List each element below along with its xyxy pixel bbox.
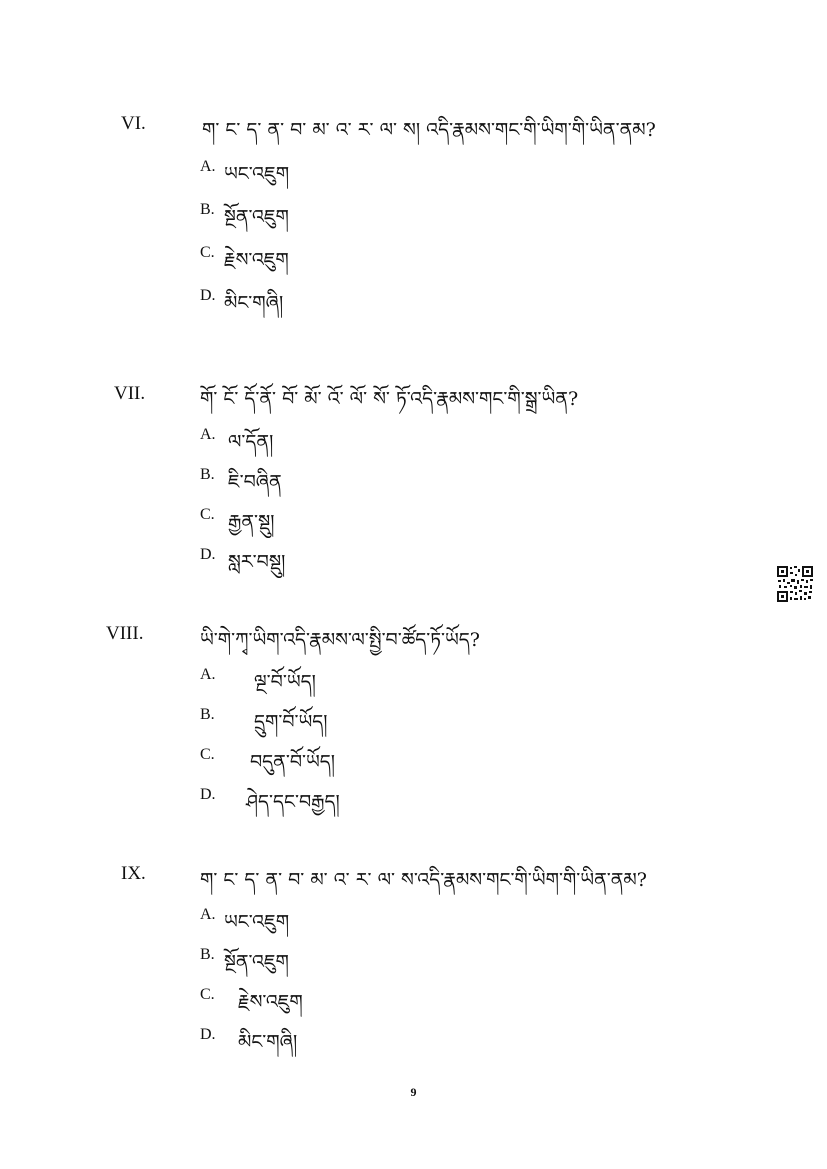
question-text: ག་ ང་ ད་ ན་ བ་ མ་ འ་ ར་ ལ་ ས། འདི་རྣམས་གང་གི་ཡིག་གི་ཡིན་ནམ?: [202, 119, 656, 141]
option-label: D.: [200, 1026, 216, 1043]
question-text: གོ་ ངོ་ དོ་ནོ་ བོ་ མོ་ འོ་ ལོ་ སོ་ ཏོ་འདི་རྣམས་གང་གི་སྒྲ་ཡིན?: [200, 388, 579, 410]
question-text: ག་ ང་ ད་ ན་ བ་ མ་ འ་ ར་ ལ་ ས་འདི་རྣམས་གང་གི་ཡིག་གི་ཡིན་ནམ?: [200, 869, 647, 891]
option-text: སླར་བསྡུ།: [228, 551, 286, 573]
option-label: C.: [200, 746, 215, 763]
option-text: མིང་གཞི།: [238, 1031, 298, 1053]
option-text: སྔོན་འཇུག: [224, 951, 289, 973]
option-label: B.: [200, 946, 215, 963]
option-text: ཡང་འཇུག: [224, 911, 290, 933]
option-text: དྲུག་བོ་ཡོད།: [254, 711, 328, 733]
qr-code-icon: [776, 565, 814, 603]
option-text: ལ་དོན།: [228, 431, 274, 453]
option-text: རྗེས་འཇུག: [224, 249, 289, 271]
option-label: A.: [200, 426, 216, 443]
option-label: C.: [200, 986, 215, 1003]
option-text: ཇི་བཞིན: [228, 471, 282, 493]
question-text: ཡི་གེ་ཀྭ་ཡིག་འདི་རྣམས་ལ་སྤྱི་བ་ཚོད་ཏོ་ཡོད?: [200, 629, 480, 651]
option-label: C.: [200, 506, 215, 523]
option-text: རྒྱན་སྡུ།: [228, 511, 275, 533]
option-label: D.: [200, 546, 216, 563]
option-text: བདུན་བོ་ཡོད།: [250, 751, 336, 773]
option-text: སྔོན་འཇུག: [224, 206, 289, 228]
option-text: མིང་གཞི།: [224, 292, 284, 314]
option-label: D.: [200, 287, 216, 304]
option-label: A.: [200, 666, 216, 683]
question-number: VIII.: [106, 623, 144, 644]
option-label: A.: [200, 158, 216, 175]
page-number: 9: [410, 1085, 417, 1099]
question-number: VII.: [114, 383, 146, 404]
option-label: B.: [200, 201, 215, 218]
option-text: ཡང་འཇུག: [224, 163, 290, 185]
option-label: C.: [200, 244, 215, 261]
option-label: B.: [200, 706, 215, 723]
question-number: IX.: [121, 863, 146, 884]
option-text: ཤེད་དང་བརྒྱད།: [246, 791, 340, 813]
question-number: VI.: [121, 113, 146, 134]
option-label: D.: [200, 786, 216, 803]
option-label: B.: [200, 466, 215, 483]
option-text: རྗེས་འཇུག: [238, 991, 303, 1013]
option-text: ལྔ་བོ་ཡོད།: [254, 671, 316, 693]
option-label: A.: [200, 906, 216, 923]
